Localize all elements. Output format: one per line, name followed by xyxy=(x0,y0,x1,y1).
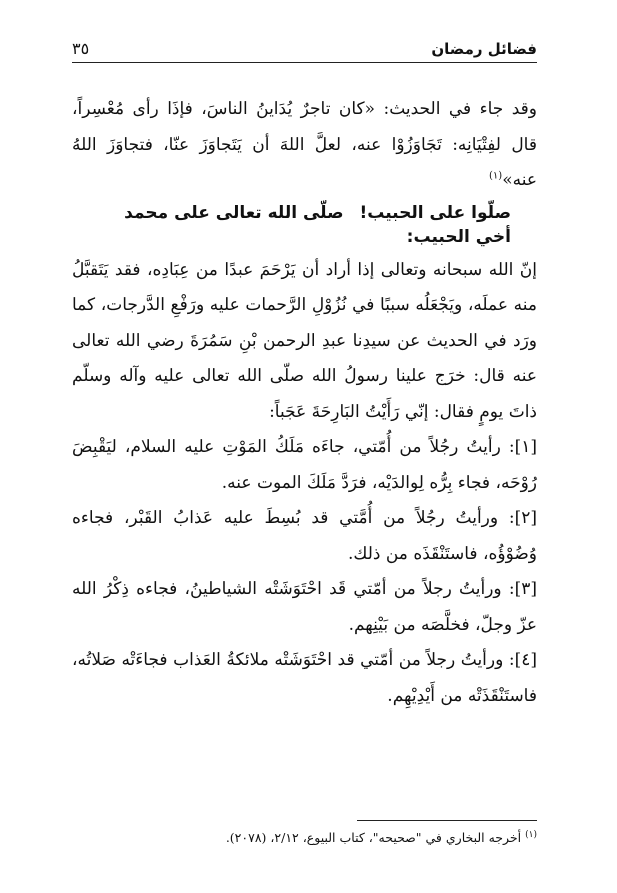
running-title: فضائل رمضان xyxy=(431,40,537,58)
footnote-rule xyxy=(357,820,537,821)
page-header xyxy=(72,34,537,58)
paragraph-text: وقد جاء في الحديث: «كان تاجرٌ يُدَاينُ الناسَ، فإذَا رأى مُعْسِراً، قال لفِتْيَانِه: تَجَاوَزُوْا عنه، لعلَّ اللهَ أن يَتَجاوَزَ عنّا، فتجاوَزَ اللهُ عنه» xyxy=(72,99,537,190)
paragraph-item-4: [٤]: ورأيتُ رجلاً من أمّتي قد احْتَوَشَتْه ملائكةُ العَذاب فجاءَتْه صَلاتُه، فاستَنْقَذَتْه من أَيْدِيْهِم. xyxy=(72,650,537,706)
paragraph-intro-hadith: إنّ الله سبحانه وتعالى إذا أراد أن يَرْحَمَ عبدًا من عِبَادِه، فقد يَتَقبَّلُ منه عملَه، ويَجْعَلُه سببًا في نُزُوْلِ الرَّحمات عليه ورَفْعِ الدَّرجات، كما ورَد في الحديث عن سيدِنا عبدِ الرحمن بْنِ سَمُرَةَ رضي الله تعالى عنه قال: خرَج علينا رسولُ الله صلّى الله تعالى عليه وآله وسلّم ذاتَ يومٍ فقال: إنّي رَأَيْتُ البَارِحَةَ عَجَباً: xyxy=(72,259,538,422)
paragraph-item-2: [٢]: ورأيتُ رجُلاً من أُمَّتي قد بُسِطَ عليه عَذابُ القَبْر، فجاءه وُضُوْؤُه، فاستَنْقَذَه من ذلك. xyxy=(72,508,537,564)
header-rule xyxy=(72,62,537,63)
heading-address: أخي الحبيب: xyxy=(406,226,511,247)
footnote-marker: (١) xyxy=(525,830,537,840)
section-heading xyxy=(72,201,537,249)
paragraph-item-3: [٣]: ورأيتُ رجلاً من أمّتي قَد احْتَوَشَتْه الشياطينُ، فجاءه ذِكْرُ الله عزّ وجلّ، فخلَّصَه من بَيْنِهم. xyxy=(72,579,537,635)
heading-salawat: صلّوا على الحبيب! xyxy=(359,202,511,223)
footnote-reference: (١) xyxy=(489,170,503,182)
footnote xyxy=(72,826,537,847)
paragraph-hadith-merchant xyxy=(72,92,537,199)
heading-salawat-response: صلّى الله تعالى على محمد xyxy=(124,202,344,223)
page-number: ٣٥ xyxy=(72,39,90,58)
paragraph-item-1: [١]: رأيتُ رجُلاً من أُمّتي، جاءَه مَلَكُ المَوْتِ عليه السلام، ليَقْبِضَ رُوْحَه، فجاء بِرُّه لِوالدَيْه، فرَدَّ مَلَكَ الموت عنه. xyxy=(72,437,537,493)
footnote-text: أخرجه البخاري في "صحيحه"، كتاب البيوع، ٢/١٢، (٢٠٧٨). xyxy=(225,830,522,846)
page-body xyxy=(72,92,537,714)
